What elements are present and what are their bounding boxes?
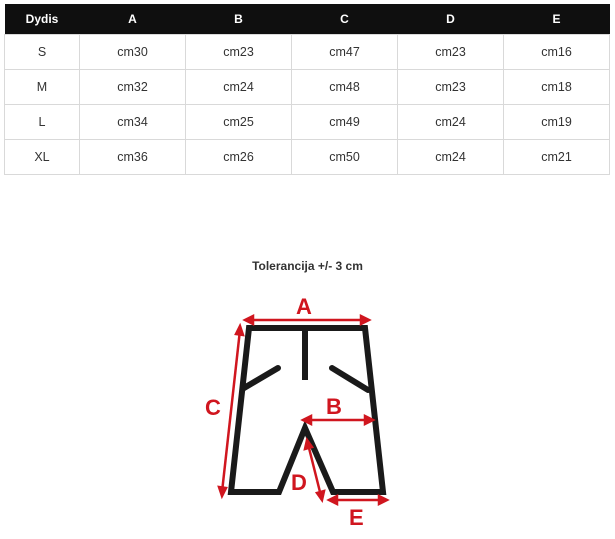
table-row bbox=[5, 140, 610, 175]
tolerance-note: Tolerancija +/- 3 cm bbox=[252, 259, 363, 273]
table-cell: cm23 bbox=[398, 70, 504, 105]
table-cell: cm34 bbox=[80, 105, 186, 140]
table-cell: cm21 bbox=[504, 140, 610, 175]
table-cell: cm26 bbox=[186, 140, 292, 175]
table-cell: cm16 bbox=[504, 35, 610, 70]
header-d: D bbox=[398, 4, 504, 35]
table-cell: M bbox=[5, 70, 80, 105]
table-cell: cm23 bbox=[186, 35, 292, 70]
table-cell: cm24 bbox=[186, 70, 292, 105]
arrowhead bbox=[219, 487, 226, 496]
header-c: C bbox=[292, 4, 398, 35]
label-d: D bbox=[291, 470, 307, 495]
table-cell: cm36 bbox=[80, 140, 186, 175]
label-b: B bbox=[326, 394, 342, 419]
table-row bbox=[5, 105, 610, 140]
arrowhead bbox=[379, 496, 387, 504]
table-cell: cm49 bbox=[292, 105, 398, 140]
arrowhead bbox=[361, 316, 369, 324]
header-e: E bbox=[504, 4, 610, 35]
table-row bbox=[5, 70, 610, 105]
table-cell: XL bbox=[5, 140, 80, 175]
right-pocket-line bbox=[332, 368, 368, 390]
size-table bbox=[4, 4, 610, 175]
table-cell: cm24 bbox=[398, 105, 504, 140]
arrowhead bbox=[317, 491, 324, 500]
header-a: A bbox=[80, 4, 186, 35]
table-cell: L bbox=[5, 105, 80, 140]
arrowhead bbox=[245, 316, 253, 324]
table-cell: cm32 bbox=[80, 70, 186, 105]
table-cell: cm50 bbox=[292, 140, 398, 175]
label-e: E bbox=[349, 505, 364, 530]
shorts-measurement-diagram bbox=[195, 288, 425, 534]
arrowhead bbox=[329, 496, 337, 504]
table-cell: cm25 bbox=[186, 105, 292, 140]
left-pocket-line bbox=[244, 368, 278, 388]
table-cell: cm19 bbox=[504, 105, 610, 140]
label-a: A bbox=[296, 294, 312, 319]
arrowhead bbox=[236, 326, 243, 335]
table-row bbox=[5, 35, 610, 70]
table-cell: cm23 bbox=[398, 35, 504, 70]
table-cell: cm24 bbox=[398, 140, 504, 175]
header-b: B bbox=[186, 4, 292, 35]
table-header-row bbox=[5, 4, 610, 35]
label-c: C bbox=[205, 395, 221, 420]
header-size: Dydis bbox=[5, 4, 80, 35]
table-cell: cm18 bbox=[504, 70, 610, 105]
table-cell: cm48 bbox=[292, 70, 398, 105]
table-cell: cm30 bbox=[80, 35, 186, 70]
table-cell: S bbox=[5, 35, 80, 70]
table-cell: cm47 bbox=[292, 35, 398, 70]
